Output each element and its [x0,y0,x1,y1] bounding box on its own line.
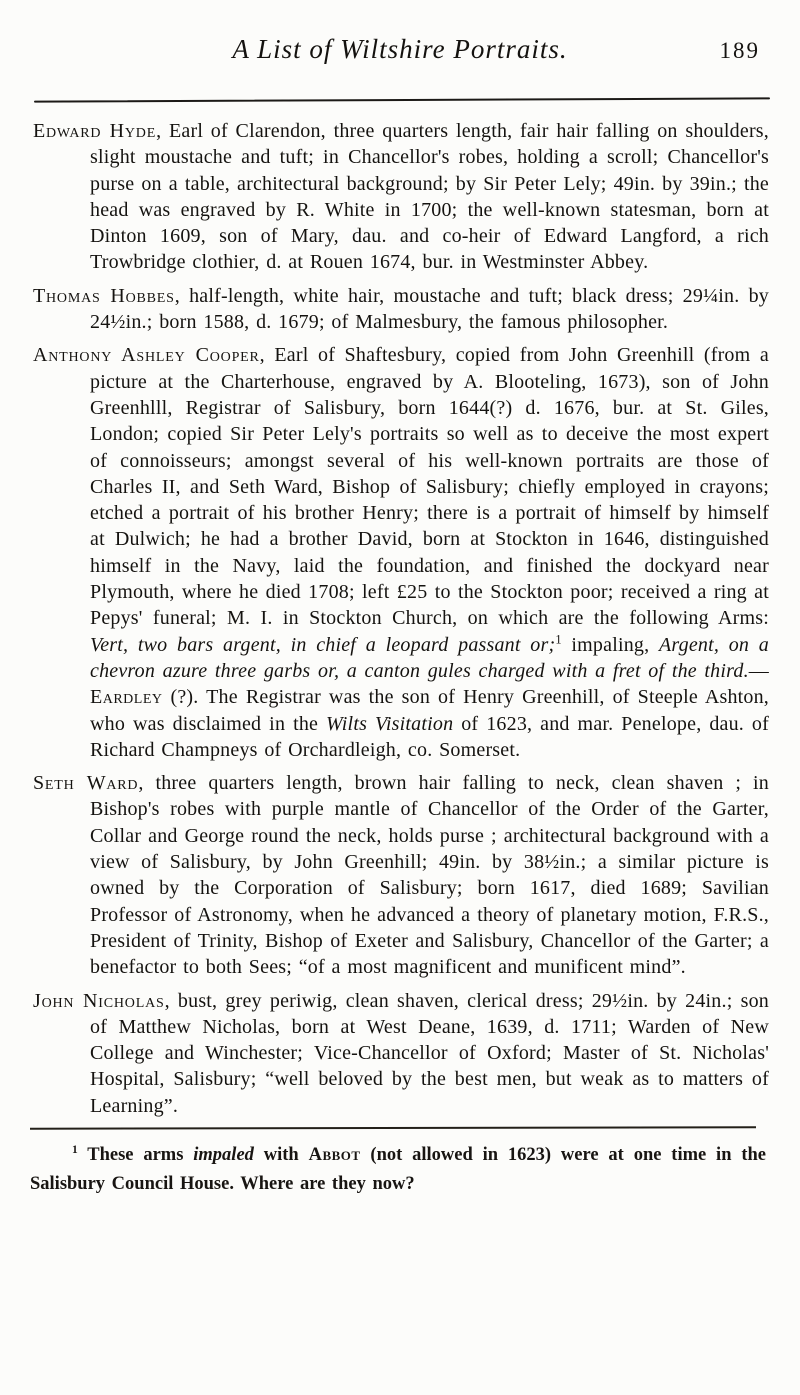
text-segment: These arms [77,1144,194,1165]
page-header [0,0,800,90]
entry-john-nicholas [33,988,769,1119]
portrait-list [33,118,769,1119]
footnote [30,1141,766,1199]
text-segment: John Nicholas [33,989,165,1012]
text-segment: Anthony Ashley Cooper [33,344,260,367]
header-rule [34,97,770,102]
text-segment: 1 [555,631,562,646]
entry-seth-ward [33,770,769,980]
text-segment: Edward Hyde [33,120,157,142]
text-segment: , three quarters length, brown hair falling to neck, clean shaven ; in Bishop's robes with purple mantle of Chancellor of the Order of the Garter, Collar and George round the neck, holds purse ; architectural background with a view of Salisbury, by John Greenhill; 49in. by 38½in.; a similar picture is owned by the Corporation of Salisbury; born 1617, died 1689; Savilian Professor of Astronomy, when he advanced a theory of planetary motion, F.R.S., President of Trinity, Bishop of Exeter and Salisbury, Chancellor of the Garter; a benefactor to both Sees; “of a most magnificent and munificent mind”. [90,772,769,979]
text-segment: (not allowed in 1623) were at one time in the Salisbury Council House. Where are they now? [30,1144,766,1194]
entry-edward-hyde [33,118,769,276]
text-segment: Seth Ward [33,772,139,795]
text-segment: 1 [72,1143,78,1156]
text-segment: impaled [193,1144,254,1165]
text-segment: with [253,1144,309,1165]
text-segment: Wilts Visitation [326,712,454,735]
text-segment: Argent, on a chevron azure three garbs or, a canton gules charged with a fret of the third. [90,633,769,682]
text-segment: , Earl of Clarendon, three quarters length, fair hair falling on shoulders, slight moustache and tuft; in Chancellor's robes, holding a scroll; Chancellor's purse on a table, architectural background; by Sir Peter Lely; 49in. by 39in.; the head was engraved by R. White in 1700; the well-known statesman, born at Dinton 1609, son of Mary, dau. and co-heir of Edward Langford, a rich Trowbridge clothier, d. at Rouen 1674, bur. in Westminster Abbey. [90,120,769,274]
text-segment: — [748,659,769,682]
entry-anthony-ashley-cooper [33,342,769,763]
text-segment: , Earl of Shaftesbury, copied from John Greenhill (from a picture at the Charterhouse, engraved by A. Blooteling, 1673), son of John Greenhlll, Registrar of Salisbury, born 1644(?) d. 1676, bur. at St. Giles, London; copied Sir Peter Lely's portraits so well as to deceive the most expert of connoisseurs; amongst several of his well-known portraits are those of Charles II, and Seth Ward, Bishop of Salisbury; chiefly employed in crayons; etched a portrait of his brother Henry; there is a portrait of himself by himself at Dulwich; he had a brother David, born at Stockton in 1646, distinguished himself in the Navy, laid the foundation, and finished the dockyard near Plymouth, where he died 1708; left £25 to the Stockton poor; received a ring at Pepys' funeral; M. I. in Stockton Church, on which are the following Arms: [90,344,769,630]
text-segment: impaling, [561,633,659,656]
footnote-rule [30,1126,756,1130]
running-title: A List of Wiltshire Portraits. [232,34,568,64]
text-segment: Thomas Hobbes [33,284,175,307]
text-segment: Vert, two bars argent, in chief a leopard passant or; [90,633,556,656]
text-segment: of 1623, and mar. Penelope, dau. of Richard Champneys of Orchardleigh, co. Somerset. [90,712,769,761]
text-segment: Eardley [90,686,163,709]
text-segment: , bust, grey periwig, clean shaven, clerical dress; 29½in. by 24in.; son of Matthew Nicholas, born at West Deane, 1639, d. 1711; Warden of New College and Winchester; Vice-Chancellor of Oxford; Master of St. Nicholas' Hospital, Salisbury; “well beloved by the best men, but weak as to matters of Learning”. [90,989,769,1117]
entry-thomas-hobbes [33,283,769,336]
text-segment: , half-length, white hair, moustache and tuft; black dress; 29¼in. by 24½in.; born 1588, d. 1679; of Malmesbury, the famous philosopher. [90,284,769,334]
text-segment: (?). The Registrar was the son of Henry Greenhill, of Steeple Ashton, who was disclaimed in the [90,686,769,735]
page-number: 189 [719,38,760,63]
text-segment: Abbot [308,1144,361,1165]
